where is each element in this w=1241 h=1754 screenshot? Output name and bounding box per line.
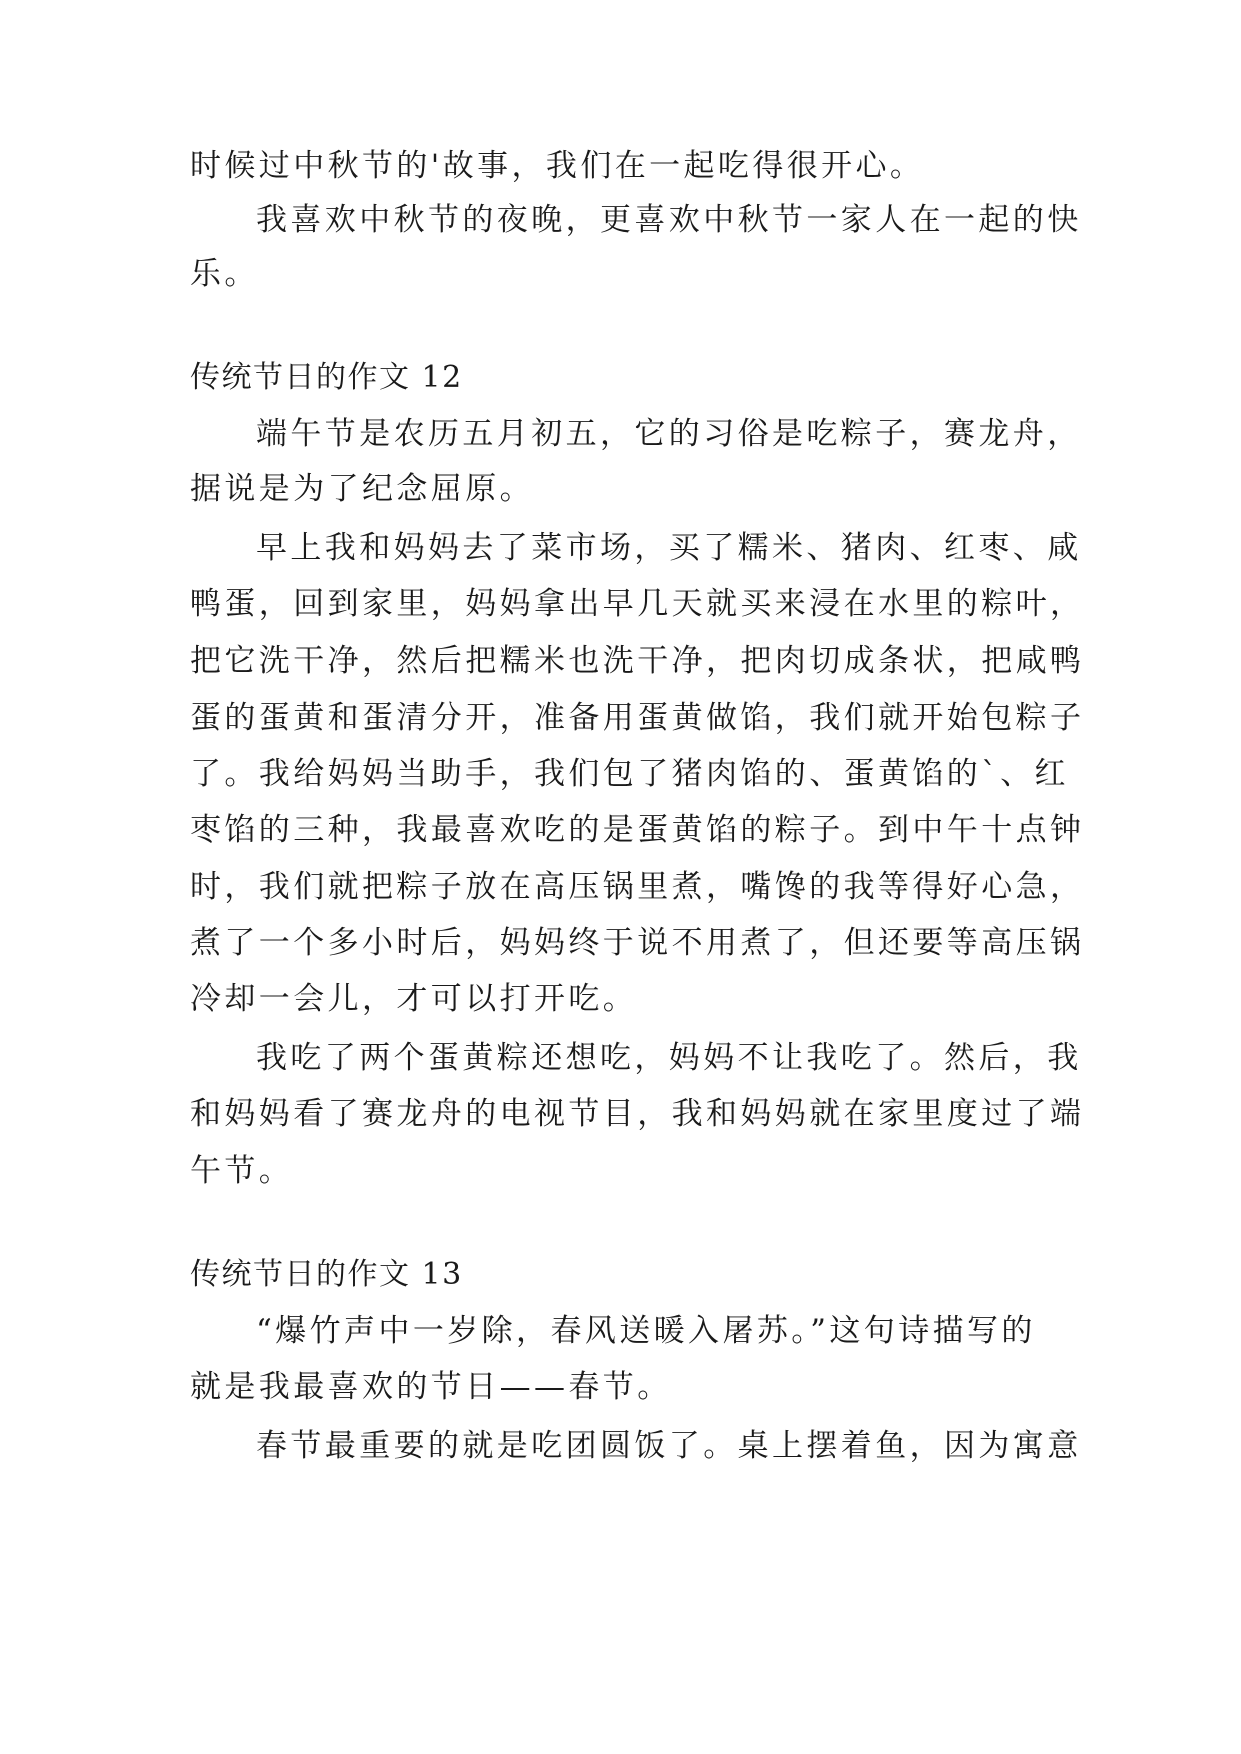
paragraph-line: 我吃了两个蛋黄粽还想吃，妈妈不让我吃了。然后，我 — [256, 1040, 1082, 1076]
paragraph-line: 我喜欢中秋节的夜晚，更喜欢中秋节一家人在一起的快 — [256, 202, 1082, 238]
paragraph-line: 把它洗干净，然后把糯米也洗干净，把肉切成条状，把咸鸭 — [190, 643, 1085, 679]
paragraph-line: 鸭蛋，回到家里，妈妈拿出早几天就买来浸在水里的粽叶， — [190, 586, 1085, 622]
paragraph-line: 端午节是农历五月初五，它的习俗是吃粽子，赛龙舟， — [256, 416, 1082, 452]
paragraph-line: 时候过中秋节的'故事，我们在一起吃得很开心。 — [190, 148, 925, 184]
paragraph-line: 早上我和妈妈去了菜市场，买了糯米、猪肉、红枣、咸 — [256, 530, 1082, 566]
paragraph-line: 时，我们就把粽子放在高压锅里煮，嘴馋的我等得好心急， — [190, 869, 1085, 905]
paragraph-line: “爆竹声中一岁除，春风送暖入屠苏。”这句诗描写的 — [256, 1313, 1036, 1349]
paragraph-line: 了。我给妈妈当助手，我们包了猪肉馅的、蛋黄馅的`、红 — [190, 756, 1069, 792]
paragraph-line: 和妈妈看了赛龙舟的电视节目，我和妈妈就在家里度过了端 — [190, 1096, 1085, 1132]
paragraph-line: 冷却一会儿，才可以打开吃。 — [190, 981, 638, 1017]
essay-heading: 传统节日的作文 12 — [190, 360, 463, 395]
essay-heading: 传统节日的作文 13 — [190, 1257, 463, 1292]
paragraph-line: 枣馅的三种，我最喜欢吃的是蛋黄馅的粽子。到中午十点钟 — [190, 812, 1085, 848]
paragraph-line: 据说是为了纪念屈原。 — [190, 471, 534, 507]
paragraph-line: 午节。 — [190, 1153, 294, 1189]
paragraph-line: 煮了一个多小时后，妈妈终于说不用煮了，但还要等高压锅 — [190, 925, 1085, 961]
paragraph-line: 蛋的蛋黄和蛋清分开，准备用蛋黄做馅，我们就开始包粽子 — [190, 700, 1085, 736]
paragraph-line: 就是我最喜欢的节日——春节。 — [190, 1369, 672, 1405]
paragraph-line: 乐。 — [190, 256, 259, 292]
paragraph-line: 春节最重要的就是吃团圆饭了。桌上摆着鱼，因为寓意 — [256, 1428, 1082, 1464]
